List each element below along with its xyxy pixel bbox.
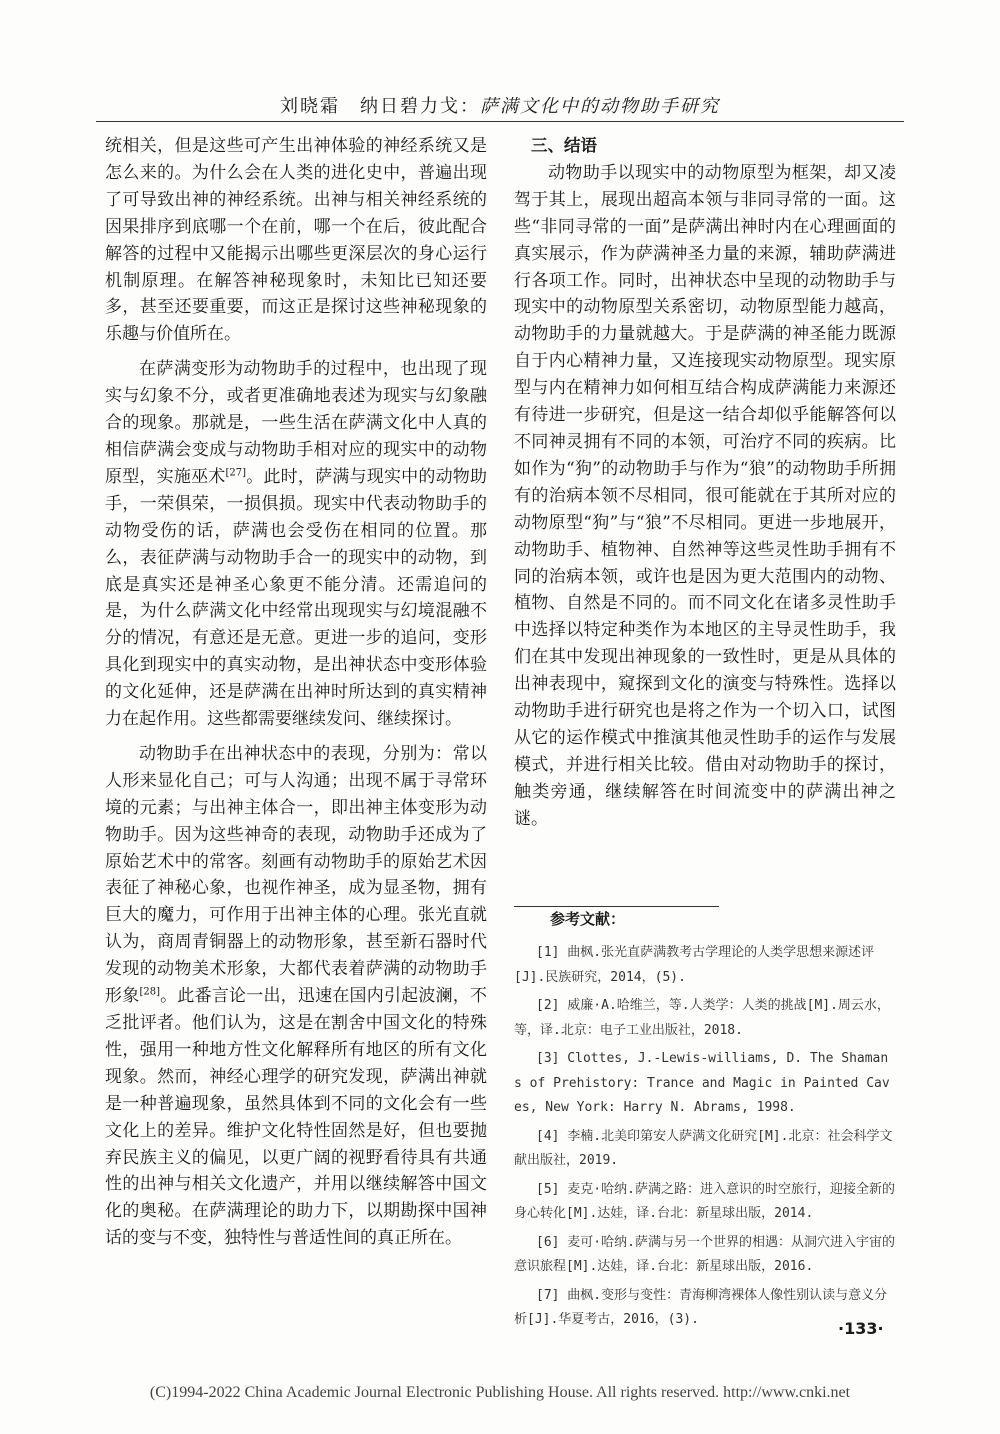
copyright-footer: (C)1994-2022 China Academic Journal Electronic Publishing House. All rights reserved. http://www.cnki.net xyxy=(149,1384,851,1401)
left-paragraph-1: 统相关，但是这些可产生出神体验的神经系统又是怎么来的。为什么会在人类的进化史中，普遍出现了可导致出神的神经系统。出神与相关神经系统的因果排序到底哪一个在前，哪一个在后，彼此配合解答的过程中又能揭示出哪些更深层次的身心运行机制原理。在解答神秘现象时，未知比已知还要多，甚至还要重要，而这正是探讨这些神秘现象的乐趣与价值所在。 xyxy=(105,136,487,345)
left-paragraph-2-text: 在萨满变形为动物助手的过程中，也出现了现实与幻象不分，或者更准确地表述为现实与幻象融合的现象。那就是，一些生活在萨满文化中人真的相信萨满会变成与动物助手相对应的现实中的动物原型，实施巫术 xyxy=(105,359,487,487)
left-paragraph-3-cont: 。此番言论一出，迅速在国内引起波澜，不乏批评者。他们认为，这是在割舍中国文化的特殊性，强用一种地方性文化解释所有地区的所有文化现象。然而，神经心理学的研究发现，萨满出神就是一种普遍现象，虽然具体到不同的文化会有一些文化上的差异。维护文化特性固然是好，但也要抛弃民族主义的偏见，以更广阔的视野看待具有共通性的出神与相关文化遗产，并用以继续解答中国文化的奥秘。在萨满理论的助力下，以期勘探中国神话的变与不变，独特性与普适性间的真正所在。 xyxy=(105,986,488,1249)
references-title: 参考文献： xyxy=(550,910,626,928)
conclusion-paragraph: 动物助手以现实中的动物原型为框架，却又凌驾于其上，展现出超高本领与非同寻常的一面。这些“非同寻常的一面”是萨满出神时内在心理画面的真实展示，作为萨满神圣力量的来源，辅助萨满进行各项工作。同时，出神状态中呈现的动物助手与现实中的动物原型关系密切，动物原型能力越高，动物助手的力量就越大。于是萨满的神圣能力既源自于内心精神力量，又连接现实动物原型。现实原型与内在精神力如何相互结合构成萨满能力来源还有待进一步研究，但是这一结合却似乎能解答何以不同神灵拥有不同的本领，可治疗不同的疾病。比如作为“狗”的动物助手与作为“狼”的动物助手所拥有的治病本领不尽相同，很可能就在于其所对应的动物原型“狗”与“狼”不尽相同。更进一步地展开，动物助手、植物神、自然神等这些灵性助手拥有不同的治病本领，或许也是因为更大范围内的动物、植物、自然是不同的。而不同文化在诸多灵性助手中选择以特定种类作为本地区的主导灵性助手，我们在其中发现出神现象的一致性时，更是从具体的出神表现中，窥探到文化的演变与特殊性。选择以动物助手进行研究也是将之作为一个切入口，试图从它的运作模式中推演其他灵性助手的运作与发展模式，并进行相关比较。借由对动物助手的探讨，触类旁通，继续解答在时间流变中的萨满出神之谜。 xyxy=(514,162,896,829)
left-paragraph-2 xyxy=(105,356,487,733)
citation-28: [28] xyxy=(139,986,160,998)
reference-item: [5] 麦克·哈纳.萨满之路：进入意识的时空旅行，迎接全新的身心转化[M].达娃，译.台北：新星球出版，2014. xyxy=(514,1181,895,1221)
references xyxy=(514,906,896,1337)
left-paragraph-2-cont: 。此时，萨满与现实中的动物助手，一荣俱荣，一损俱损。现实中代表动物助手的动物受伤的话，萨满也会受伤在相同的位置。那么，表征萨满与动物助手合一的现实中的动物，到底是真实还是神圣心象更不能分清。还需追问的是，为什么萨满文化中经常出现现实与幻境混融不分的情况，有意还是无意。更进一步的追问，变形具化到现实中的真实动物，是出神状态中变形体验的文化延伸，还是萨满在出神时所达到的真实精神力在起作用。这些都需要继续发问、继续探讨。 xyxy=(105,466,488,730)
header-authors: 刘晓霜 纳日碧力戈： xyxy=(280,96,480,117)
right-column xyxy=(514,133,896,833)
citation-27: [27] xyxy=(225,467,247,479)
reference-item: [1] 曲枫.张光直萨满教考古学理论的人类学思想来源述评[J].民族研究，2014，(5). xyxy=(514,945,875,985)
section-title: 三、结语 xyxy=(531,136,597,155)
left-paragraph-3-text: 动物助手在出神状态中的表现，分别为：常以人形来显化自己；可与人沟通；出现不属于寻常环境的元素；与出神主体合一，即出神主体变形为动物助手。因为这些神奇的表现，动物助手还成为了原始艺术中的常客。刻画有动物助手的原始艺术因表征了神秘心象，也视作神圣，成为显圣物，拥有巨大的魔力，可作用于出神主体的心理。张光直就认为，商周青铜器上的动物形象，甚至新石器时代发现的动物美术形象，大都代表着萨满的动物助手形象 xyxy=(105,743,487,1007)
running-header xyxy=(0,92,1000,118)
left-paragraph-3 xyxy=(105,741,487,1252)
reference-item: [4] 李楠.北美印第安人萨满文化研究[M].北京：社会科学文献出版社，2019. xyxy=(514,1128,893,1168)
reference-item: [2] 威廉·A.哈维兰，等.人类学：人类的挑战[M].周云水，等，译.北京：电子工业出版社，2018. xyxy=(514,998,890,1038)
reference-item: [3] Clottes, J.-Lewis-williams, D. The Shamans of Prehistory: Trance and Magic in Painted Caves, New York: Harry N. Abrams, 1998. xyxy=(514,1051,890,1115)
header-divider xyxy=(96,121,904,122)
reference-item: [6] 麦可·哈纳.萨满与另一个世界的相遇：从洞穴进入宇宙的意识旅程[M].达娃，译.台北：新星球出版，2016. xyxy=(514,1234,895,1274)
references-list xyxy=(514,941,896,1333)
page-number: ·133· xyxy=(838,1319,884,1338)
left-column xyxy=(105,133,487,1252)
reference-item: [7] 曲枫.变形与变性：青海柳湾裸体人像性别认读与意义分析[J].华夏考古，2016，(3). xyxy=(514,1287,888,1327)
header-title: 萨满文化中的动物助手研究 xyxy=(480,96,720,117)
